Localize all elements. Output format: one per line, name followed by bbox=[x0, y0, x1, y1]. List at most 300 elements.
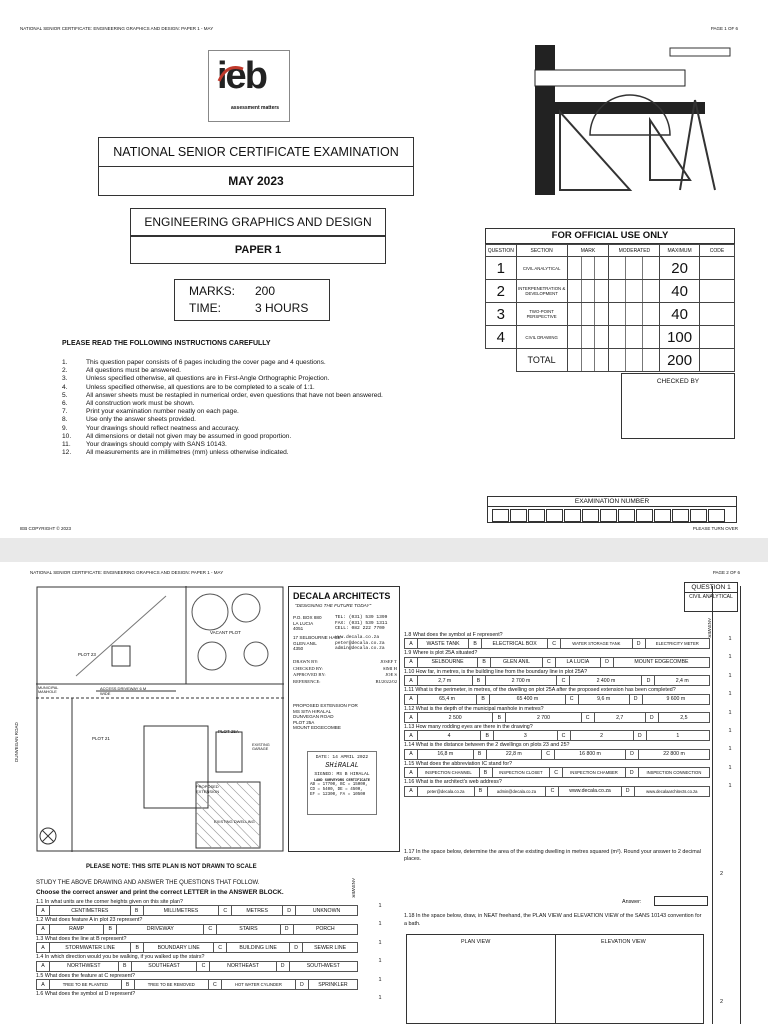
option-text: 2 400 m bbox=[570, 676, 642, 686]
option-text: SELBOURNE bbox=[418, 657, 478, 667]
total-row bbox=[486, 349, 735, 372]
instruction-item bbox=[62, 416, 482, 424]
page-header-left: NATIONAL SENIOR CERTIFICATE: ENGINEERING GRAPHICS AND DESIGN: PAPER 1 - MAY bbox=[20, 26, 214, 31]
ieb-logo bbox=[208, 50, 290, 122]
option-letter: A bbox=[405, 713, 418, 723]
mark-cell[interactable] bbox=[609, 257, 660, 280]
option-letter: B bbox=[469, 639, 482, 649]
option-text: 2,4 m bbox=[655, 676, 710, 686]
garage-label: EXISTING GARAGE bbox=[252, 743, 270, 751]
option-text: 2 700 bbox=[506, 713, 581, 723]
copyright-footer: IEB COPYRIGHT © 2023 bbox=[20, 526, 72, 531]
options-table bbox=[36, 905, 358, 916]
option-text: 2,7 bbox=[594, 713, 645, 723]
elevation-view-label: ELEVATION VIEW bbox=[601, 939, 646, 945]
official-row bbox=[486, 280, 735, 303]
address-line: 4350 bbox=[293, 646, 304, 651]
option-text: 22 800 m bbox=[639, 749, 710, 759]
reference-value: BU2022/02 bbox=[375, 678, 397, 684]
turn-over-footer: PLEASE TURN OVER bbox=[692, 526, 738, 531]
marks-value: 200 bbox=[255, 284, 276, 298]
option-letter: B bbox=[479, 768, 492, 778]
question-number: 2 bbox=[486, 280, 517, 303]
question-1-17: 1.17 In the space below, determine the area of the existing dwelling in metres squared (m²). Round your answer to 2 decimal places. bbox=[404, 849, 701, 862]
option-letter: D bbox=[621, 786, 634, 796]
question-number: 4 bbox=[486, 326, 517, 349]
option-letter: A bbox=[37, 961, 50, 971]
official-header: SECTION bbox=[516, 245, 567, 257]
page2-header-right: PAGE 2 OF 6 bbox=[712, 570, 740, 575]
drawn-by-value: JOSEF T bbox=[380, 659, 397, 664]
answer-label: Answer: bbox=[622, 899, 642, 905]
instruction-item bbox=[62, 384, 482, 392]
options-table bbox=[404, 675, 710, 686]
project-line: PROPOSED EXTENSION FOR bbox=[293, 703, 358, 708]
instruction-text: Print your examination number neatly on each page. bbox=[86, 408, 239, 416]
option-letter: C bbox=[542, 657, 555, 667]
right-question-list bbox=[404, 632, 740, 798]
instruction-number: 11. bbox=[62, 441, 71, 449]
page2-header-left: NATIONAL SENIOR CERTIFICATE: ENGINEERING GRAPHICS AND DESIGN: PAPER 1 - MAY bbox=[30, 570, 224, 575]
question-mark: 1 bbox=[378, 976, 382, 983]
mark-cell[interactable] bbox=[567, 326, 609, 349]
manhole-label: MUNICIPAL MANHOLE bbox=[38, 686, 59, 694]
option-letter: D bbox=[645, 713, 658, 723]
plot23-label: PLOT 23 bbox=[78, 652, 96, 657]
option-letter: B bbox=[481, 731, 494, 741]
question-text: 1.12 What is the depth of the municipal manhole in metres? bbox=[404, 705, 544, 712]
option-text: SEWER LINE bbox=[303, 943, 358, 953]
architect-contact bbox=[335, 615, 387, 632]
options-table bbox=[404, 694, 710, 705]
section-name: TWO-POINT PERSPECTIVE bbox=[516, 303, 567, 326]
signature: SHiRALAL bbox=[325, 762, 359, 770]
question-section: CIVIL ANALYTICAL bbox=[689, 594, 733, 600]
question-text: 1.8 What does the symbol at F represent? bbox=[404, 632, 503, 638]
official-header: MODERATED bbox=[609, 245, 660, 257]
option-letter: B bbox=[472, 676, 485, 686]
instruction-item bbox=[62, 375, 482, 383]
instructions-list bbox=[62, 359, 482, 457]
contact-line: TEL: (031) 539 1399 bbox=[335, 615, 388, 620]
option-text: 2,7 m bbox=[418, 676, 473, 686]
option-letter: C bbox=[548, 639, 561, 649]
address-line: 4051 bbox=[293, 626, 304, 631]
option-text: ELECTRICITY METER bbox=[645, 639, 709, 649]
exam-number-cell[interactable] bbox=[510, 509, 527, 522]
instruction-text: All questions must be answered. bbox=[86, 367, 181, 375]
option-letter: D bbox=[633, 731, 646, 741]
option-letter: C bbox=[219, 906, 232, 916]
land-value: CD = 5400, DE = 4500, bbox=[310, 788, 363, 792]
address-line: LA LUCIA bbox=[293, 620, 314, 626]
option-text: 2 700 m bbox=[485, 676, 557, 686]
total-label: TOTAL bbox=[516, 349, 567, 372]
question-number: 1 bbox=[486, 257, 517, 280]
option-text: 65,4 m bbox=[418, 694, 477, 704]
reference-label: REFERENCE: bbox=[293, 678, 321, 684]
options-table bbox=[36, 961, 358, 972]
option-letter: B bbox=[473, 749, 486, 759]
question-text: 1.11 What is the perimeter, in metres, of the dwelling on plot 25A after the proposed extension has been completed? bbox=[404, 687, 676, 694]
instruction-text: All measurements are in millimetres (mm) unless otherwise indicated. bbox=[86, 449, 289, 457]
exam-number-label: EXAMINATION NUMBER bbox=[488, 497, 736, 507]
option-text: STORMWATER LINE bbox=[50, 943, 131, 953]
code-cell[interactable] bbox=[699, 326, 734, 349]
option-letter: C bbox=[197, 961, 210, 971]
vacant-plot-label: VACANT PLOT bbox=[210, 630, 241, 635]
option-text: 16,8 m bbox=[418, 749, 474, 759]
question-mark: 1 bbox=[378, 921, 382, 928]
architect-address bbox=[293, 615, 322, 632]
signed-by: SIGNED: MS B HIRALAL bbox=[314, 772, 370, 777]
instruction-number: 12. bbox=[62, 449, 72, 457]
option-letter: B bbox=[477, 694, 490, 704]
section-name: CIVIL DRAWING bbox=[516, 326, 567, 349]
option-text: 2 500 bbox=[418, 713, 493, 723]
instruction-number: 2. bbox=[62, 367, 68, 375]
plan-view-label: PLAN VIEW bbox=[461, 939, 491, 945]
question-item bbox=[404, 632, 740, 649]
checked-by-value: SIMI H bbox=[382, 665, 397, 671]
official-row bbox=[486, 326, 735, 349]
logo-text: ieb bbox=[217, 55, 266, 97]
question-item bbox=[36, 936, 390, 953]
checked-by-box bbox=[621, 373, 735, 439]
question-mark: 1 bbox=[728, 691, 732, 698]
option-text: RAMP bbox=[50, 924, 104, 934]
exam-number-cell[interactable] bbox=[618, 509, 635, 522]
option-text: MOUNT EDGECOMBE bbox=[613, 657, 709, 667]
option-letter: D bbox=[295, 980, 308, 990]
instruction-item bbox=[62, 367, 482, 375]
left-question-list bbox=[36, 899, 390, 1002]
options-table bbox=[404, 730, 710, 741]
instruction-text: Unless specified otherwise, all questions are to be completed to a scale of 1:1. bbox=[86, 383, 315, 391]
option-text: INSPECTION CHAMBER bbox=[563, 768, 626, 778]
option-text: 2 bbox=[570, 731, 633, 741]
architect-address2 bbox=[293, 635, 341, 652]
section-name: CIVIL ANALYTICAL bbox=[516, 257, 567, 280]
maximum-mark: 20 bbox=[660, 257, 700, 280]
instructions-heading: PLEASE READ THE FOLLOWING INSTRUCTIONS CAREFULLY bbox=[62, 340, 271, 347]
option-text: 3 bbox=[494, 731, 557, 741]
option-letter: C bbox=[557, 731, 570, 741]
option-letter: A bbox=[405, 676, 418, 686]
exam-number-cell[interactable] bbox=[492, 509, 509, 522]
q117-mark: 2 bbox=[720, 871, 724, 877]
option-letter: A bbox=[405, 731, 418, 741]
question-text: 1.2 What does feature A in plot 23 represent? bbox=[36, 917, 143, 924]
instruction-text: Your drawings should reflect neatness and accuracy. bbox=[86, 424, 240, 432]
architect-name: DECALA ARCHITECTS bbox=[293, 591, 391, 601]
mark-cell[interactable] bbox=[567, 303, 609, 326]
option-letter: C bbox=[550, 768, 563, 778]
option-letter: B bbox=[130, 906, 143, 916]
question-item bbox=[404, 779, 740, 796]
option-letter: C bbox=[546, 786, 559, 796]
drawing-credits bbox=[293, 659, 397, 685]
land-survey-title: LAND SURVEYORS CERTIFICATE bbox=[313, 779, 371, 783]
official-header: MAXIMUM bbox=[660, 245, 700, 257]
exam-number-cell[interactable] bbox=[708, 509, 725, 522]
options-table bbox=[36, 979, 358, 990]
instruction-text: This question paper consists of 6 pages including the cover page and 4 questions. bbox=[86, 359, 326, 366]
exam-number-cell[interactable] bbox=[690, 509, 707, 522]
paper-title: PAPER 1 bbox=[130, 236, 386, 264]
instruction-item bbox=[62, 425, 482, 433]
option-letter: A bbox=[405, 768, 418, 778]
mark-cell[interactable] bbox=[609, 326, 660, 349]
address-line: GLEN ANIL bbox=[293, 640, 317, 646]
option-text: DRIVEWAY bbox=[117, 924, 204, 934]
option-letter: B bbox=[474, 786, 487, 796]
options-table bbox=[404, 638, 710, 649]
option-letter: C bbox=[565, 694, 578, 704]
address-line: P.O. BOX 880 bbox=[293, 615, 322, 620]
approved-by-value: JOE S bbox=[385, 672, 397, 677]
instruction-text: Your drawings should comply with SANS 10143. bbox=[86, 441, 227, 449]
instruction-number: 9. bbox=[62, 424, 68, 432]
question-mark: 1 bbox=[378, 958, 382, 965]
question-item bbox=[404, 706, 740, 723]
question-text: 1.13 How many rodding eyes are there in the drawing? bbox=[404, 724, 533, 731]
logo-swoosh-icon bbox=[209, 51, 291, 123]
marks-time-box bbox=[174, 279, 330, 321]
question-item bbox=[36, 917, 390, 934]
official-header: MARK bbox=[567, 245, 609, 257]
stamp-block bbox=[307, 751, 377, 815]
instruction-number: 5. bbox=[62, 391, 68, 399]
instruction-text: All construction work must be shown. bbox=[86, 400, 195, 408]
maximum-mark: 100 bbox=[660, 326, 700, 349]
option-text: TREE TO BE REMOVED bbox=[134, 980, 208, 990]
land-value: AB = 17700, BC = 15000, bbox=[310, 783, 368, 787]
instruction-item bbox=[62, 392, 482, 400]
time-value: 3 HOURS bbox=[255, 301, 309, 315]
access-driveway-label: ACCESS DRIVEWAY 6 M WIDE bbox=[100, 686, 147, 696]
question-mark: 1 bbox=[728, 654, 732, 661]
instruction-number: 4. bbox=[62, 383, 68, 391]
mark-cell[interactable] bbox=[609, 349, 660, 372]
plan-note: PLEASE NOTE: THIS SITE PLAN IS NOT DRAWN TO SCALE bbox=[86, 864, 257, 870]
option-letter: A bbox=[405, 749, 418, 759]
option-text: 16 800 m bbox=[555, 749, 626, 759]
plot25a-label: PLOT 25A bbox=[218, 729, 239, 734]
answer-input[interactable] bbox=[654, 896, 708, 906]
instruction-item bbox=[62, 449, 482, 457]
option-text: peter@decala.co.za bbox=[418, 786, 475, 796]
option-text: WATER STORAGE TANK bbox=[561, 639, 632, 649]
drafting-tools-icon bbox=[530, 40, 740, 200]
option-text: STAIRS bbox=[217, 924, 280, 934]
question-text: 1.16 What is the architect's web address? bbox=[404, 779, 502, 786]
option-letter: B bbox=[118, 961, 131, 971]
drawn-by-label: DRAWN BY: bbox=[293, 659, 319, 664]
checked-by-label: CHECKED BY: bbox=[293, 665, 324, 671]
option-text: WASTE TANK bbox=[418, 639, 469, 649]
option-text: NORTHEAST bbox=[210, 961, 276, 971]
option-text: ELECTRICAL BOX bbox=[482, 639, 548, 649]
freehand-drawing-area[interactable] bbox=[406, 934, 704, 1024]
option-letter: D bbox=[632, 639, 645, 649]
mark-cell[interactable] bbox=[609, 303, 660, 326]
contact-line: CELL: 082 222 7700 bbox=[335, 626, 385, 631]
instruction-number: 10. bbox=[62, 432, 72, 440]
option-letter: A bbox=[405, 786, 418, 796]
option-letter: C bbox=[542, 749, 555, 759]
option-letter: B bbox=[131, 943, 144, 953]
subject-title: ENGINEERING GRAPHICS AND DESIGN bbox=[130, 208, 386, 236]
architect-web bbox=[335, 635, 385, 652]
instruction-item bbox=[62, 408, 482, 416]
code-cell[interactable] bbox=[699, 257, 734, 280]
instruction-number: 6. bbox=[62, 400, 68, 408]
option-letter: D bbox=[625, 768, 638, 778]
options-table bbox=[404, 749, 710, 760]
option-letter: B bbox=[493, 713, 506, 723]
option-text: HOT WATER CYLINDER bbox=[221, 980, 295, 990]
logo-tagline: assessment matters bbox=[231, 105, 280, 111]
option-text: 22,8 m bbox=[486, 749, 542, 759]
exam-number-cell[interactable] bbox=[636, 509, 653, 522]
address-line: 17 SELBOURNE HALL bbox=[293, 635, 341, 640]
plot21-label: PLOT 21 bbox=[92, 736, 110, 741]
question-mark: 1 bbox=[728, 672, 732, 679]
exam-number-cell[interactable] bbox=[564, 509, 581, 522]
web-line: admin@decala.co.za bbox=[335, 646, 385, 651]
option-letter: B bbox=[104, 924, 117, 934]
official-header: QUESTION bbox=[486, 245, 517, 257]
option-letter: A bbox=[405, 657, 418, 667]
extension-label: PROPOSED EXTENSION bbox=[196, 784, 220, 794]
approved-by-label: APPROVED BY: bbox=[293, 672, 326, 677]
exam-number-cell[interactable] bbox=[672, 509, 689, 522]
project-line: DUNVEGAN ROAD bbox=[293, 714, 334, 720]
option-letter: A bbox=[37, 924, 50, 934]
options-table bbox=[404, 657, 710, 668]
option-text: www.decala.co.za bbox=[559, 786, 621, 796]
q118-mark: 2 bbox=[720, 999, 724, 1005]
dwelling-label: EXISTING DWELLING bbox=[214, 819, 255, 824]
option-letter: C bbox=[204, 924, 217, 934]
option-text: LA LUCIA bbox=[555, 657, 600, 667]
question-item bbox=[36, 991, 390, 1002]
instruction-number: 3. bbox=[62, 375, 68, 383]
instruction-number: 1. bbox=[62, 359, 68, 366]
code-cell[interactable] bbox=[699, 303, 734, 326]
question-text: 1.1 In what units are the corner heights given on this site plan? bbox=[36, 899, 183, 905]
official-row bbox=[486, 257, 735, 280]
option-text: www.decalaarchitects.co.za bbox=[634, 786, 709, 796]
option-letter: A bbox=[405, 639, 418, 649]
study-instruction: STUDY THE ABOVE DRAWING AND ANSWER THE QUESTIONS THAT FOLLOW. bbox=[36, 880, 260, 886]
question-item bbox=[404, 761, 740, 778]
option-text: 2,5 bbox=[658, 713, 709, 723]
question-mark: 1 bbox=[378, 995, 382, 1002]
options-table bbox=[404, 712, 710, 723]
exam-number-cells[interactable] bbox=[488, 507, 736, 524]
instruction-number: 7. bbox=[62, 408, 68, 416]
maximum-mark: 40 bbox=[660, 280, 700, 303]
question-mark: 1 bbox=[378, 939, 382, 946]
question-item bbox=[404, 724, 740, 741]
question-item bbox=[36, 899, 390, 916]
instruction-item bbox=[62, 400, 482, 408]
mark-cell[interactable] bbox=[609, 280, 660, 303]
code-cell[interactable] bbox=[699, 349, 734, 372]
option-text: BOUNDARY LINE bbox=[144, 943, 214, 953]
exam-number-cell[interactable] bbox=[528, 509, 545, 522]
option-letter: D bbox=[283, 906, 296, 916]
option-text: PORCH bbox=[293, 924, 357, 934]
project-line: PLOT 25A bbox=[293, 719, 315, 725]
exam-number-cell[interactable] bbox=[582, 509, 599, 522]
code-cell[interactable] bbox=[699, 280, 734, 303]
exam-title: NATIONAL SENIOR CERTIFICATE EXAMINATION bbox=[98, 137, 414, 167]
option-text: INSPECTION CONNECTION bbox=[638, 768, 709, 778]
question-item bbox=[404, 742, 740, 759]
question-label: QUESTION 1 bbox=[685, 583, 737, 593]
option-text: SOUTHEAST bbox=[131, 961, 197, 971]
exam-date: MAY 2023 bbox=[98, 166, 414, 196]
instruction-item bbox=[62, 441, 482, 449]
answer-col-label-right: ANSWER bbox=[707, 618, 712, 638]
exam-number-cell[interactable] bbox=[546, 509, 563, 522]
question-item bbox=[404, 687, 740, 704]
page-header-right: PAGE 1 OF 6 bbox=[710, 26, 738, 31]
option-letter: B bbox=[478, 657, 491, 667]
answer-col-label-left: ANSWER bbox=[351, 878, 356, 898]
option-text: SPRINKLER bbox=[308, 980, 357, 990]
instruction-item bbox=[62, 359, 482, 367]
option-text: INSPECTION CHANNEL bbox=[418, 768, 480, 778]
exam-number-cell[interactable] bbox=[600, 509, 617, 522]
option-text: 65 400 m bbox=[490, 694, 566, 704]
project-description bbox=[293, 703, 358, 731]
option-text: 4 bbox=[418, 731, 481, 741]
web-line: www.decala.co.za bbox=[335, 635, 380, 640]
question-text: 1.3 What does the line at B represent? bbox=[36, 935, 127, 942]
question-text: 1.9 Where is plot 25A situated? bbox=[404, 650, 478, 657]
options-table bbox=[404, 767, 710, 778]
exam-number-box bbox=[487, 496, 737, 523]
question-mark: 1 bbox=[378, 903, 382, 909]
option-text: CENTIMETRES bbox=[50, 906, 131, 916]
time-label: TIME: bbox=[189, 301, 221, 315]
question-mark: 1 bbox=[728, 728, 732, 735]
mark-cell[interactable] bbox=[567, 280, 609, 303]
option-text: admin@decala.co.za bbox=[487, 786, 546, 796]
option-letter: C bbox=[214, 943, 227, 953]
total-value: 200 bbox=[660, 349, 700, 372]
contact-line: FAX: (031) 539 1311 bbox=[335, 620, 388, 626]
instruction-text: All answer sheets must be restapled in numerical order, even questions that have not been answered. bbox=[86, 391, 383, 399]
question-text: 1.6 What does the symbol at D represent? bbox=[36, 991, 136, 998]
exam-number-cell[interactable] bbox=[654, 509, 671, 522]
official-use-table bbox=[485, 244, 735, 372]
option-text: UNKNOWN bbox=[296, 906, 358, 916]
option-text: 1 bbox=[646, 731, 709, 741]
option-letter: D bbox=[290, 943, 303, 953]
option-letter: A bbox=[37, 943, 50, 953]
mark-cell[interactable] bbox=[567, 349, 609, 372]
official-row bbox=[486, 303, 735, 326]
instruction-text: Use only the answer sheets provided. bbox=[86, 416, 196, 424]
question-1-18: 1.18 In the space below, draw, in NEAT freehand, the PLAN VIEW and ELEVATION VIEW of the SANS 10143 convention for a bath. bbox=[404, 913, 702, 927]
option-text: SOUTHWEST bbox=[289, 961, 357, 971]
mark-cell[interactable] bbox=[567, 257, 609, 280]
